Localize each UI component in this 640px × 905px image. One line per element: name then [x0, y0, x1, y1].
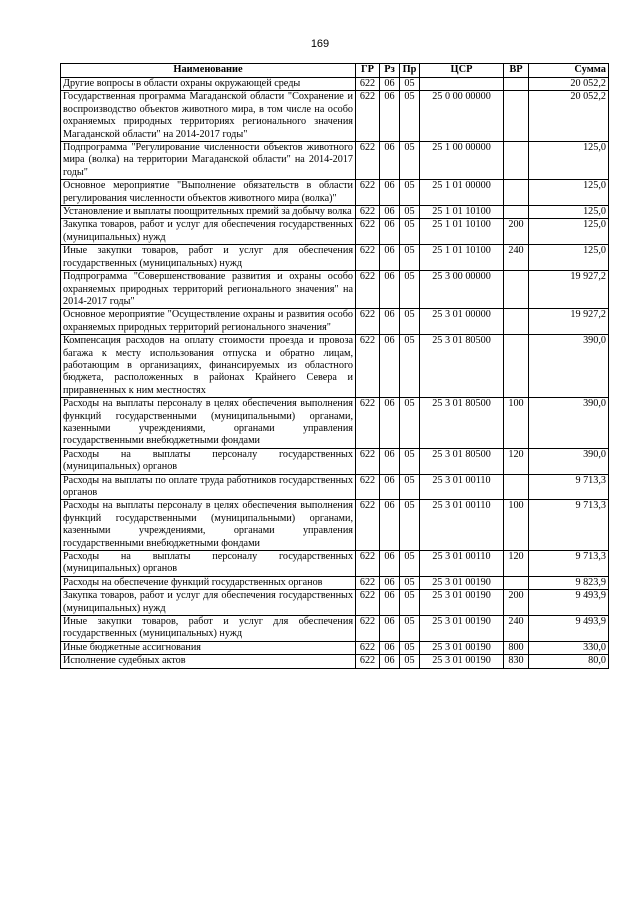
- cell-pr: 05: [400, 271, 420, 309]
- cell-csr: 25 3 01 80500: [420, 398, 504, 449]
- cell-csr: 25 1 01 10100: [420, 206, 504, 219]
- cell-name: Основное мероприятие "Осуществление охраны и развития особо охраняемых природных территорий регионального значения": [61, 309, 356, 335]
- cell-gr: 622: [356, 219, 380, 245]
- table-row: [61, 474, 609, 500]
- cell-gr: 622: [356, 78, 380, 91]
- cell-sum: 19 927,2: [529, 309, 609, 335]
- cell-name: Закупка товаров, работ и услуг для обеспечения государственных (муниципальных) нужд: [61, 219, 356, 245]
- table-row: [61, 245, 609, 271]
- cell-pr: 05: [400, 576, 420, 589]
- cell-sum: 80,0: [529, 655, 609, 668]
- cell-vr: [504, 474, 529, 500]
- cell-vr: 240: [504, 245, 529, 271]
- cell-vr: 200: [504, 219, 529, 245]
- cell-csr: 25 3 01 80500: [420, 448, 504, 474]
- cell-gr: 622: [356, 474, 380, 500]
- table-row: [61, 500, 609, 551]
- cell-pr: 05: [400, 335, 420, 398]
- table-row: [61, 180, 609, 206]
- cell-rz: 06: [380, 335, 400, 398]
- cell-rz: 06: [380, 500, 400, 551]
- table-row: [61, 641, 609, 654]
- cell-rz: 06: [380, 309, 400, 335]
- cell-pr: 05: [400, 616, 420, 642]
- cell-sum: 9 823,9: [529, 576, 609, 589]
- cell-name: Другие вопросы в области охраны окружающей среды: [61, 78, 356, 91]
- cell-sum: 330,0: [529, 641, 609, 654]
- table-row: [61, 219, 609, 245]
- cell-sum: 390,0: [529, 335, 609, 398]
- cell-vr: [504, 180, 529, 206]
- cell-gr: 622: [356, 551, 380, 577]
- cell-csr: 25 3 01 00110: [420, 500, 504, 551]
- table-body: [61, 78, 609, 669]
- cell-rz: 06: [380, 590, 400, 616]
- table-row: [61, 91, 609, 142]
- cell-rz: 06: [380, 180, 400, 206]
- header-vr: ВР: [504, 64, 529, 78]
- cell-vr: [504, 78, 529, 91]
- cell-rz: 06: [380, 616, 400, 642]
- cell-rz: 06: [380, 576, 400, 589]
- cell-gr: 622: [356, 448, 380, 474]
- cell-rz: 06: [380, 474, 400, 500]
- cell-pr: 05: [400, 219, 420, 245]
- cell-pr: 05: [400, 551, 420, 577]
- cell-sum: 390,0: [529, 448, 609, 474]
- header-csr: ЦСР: [420, 64, 504, 78]
- cell-vr: [504, 206, 529, 219]
- table-row: [61, 206, 609, 219]
- cell-gr: 622: [356, 500, 380, 551]
- header-gr: ГР: [356, 64, 380, 78]
- cell-gr: 622: [356, 576, 380, 589]
- table-row: [61, 448, 609, 474]
- cell-csr: 25 3 01 00110: [420, 474, 504, 500]
- cell-gr: 622: [356, 206, 380, 219]
- cell-sum: 125,0: [529, 180, 609, 206]
- cell-name: Государственная программа Магаданской области "Сохранение и воспроизводство объектов животного мира, в том числе на особо охраняемых природных территориях регионального значения Магаданской области" на 2014-2017 годы": [61, 91, 356, 142]
- cell-name: Иные закупки товаров, работ и услуг для обеспечения государственных (муниципальных) нужд: [61, 245, 356, 271]
- cell-rz: 06: [380, 245, 400, 271]
- cell-gr: 622: [356, 91, 380, 142]
- table-row: [61, 142, 609, 180]
- cell-sum: 125,0: [529, 206, 609, 219]
- cell-vr: 800: [504, 641, 529, 654]
- cell-csr: 25 3 01 00190: [420, 616, 504, 642]
- cell-pr: 05: [400, 180, 420, 206]
- cell-rz: 06: [380, 641, 400, 654]
- cell-vr: 120: [504, 551, 529, 577]
- cell-pr: 05: [400, 448, 420, 474]
- cell-vr: 830: [504, 655, 529, 668]
- cell-vr: [504, 91, 529, 142]
- cell-vr: [504, 335, 529, 398]
- table-row: [61, 616, 609, 642]
- cell-pr: 05: [400, 500, 420, 551]
- cell-sum: 9 713,3: [529, 500, 609, 551]
- cell-name: Расходы на выплаты персоналу в целях обеспечения выполнения функций государственными (муниципальными) органами, казенными учреждениями, органами управления государственными внебюджетными фондами: [61, 398, 356, 449]
- table-row: [61, 398, 609, 449]
- cell-pr: 05: [400, 206, 420, 219]
- cell-pr: 05: [400, 309, 420, 335]
- cell-rz: 06: [380, 655, 400, 668]
- cell-name: Установление и выплаты поощрительных премий за добычу волка: [61, 206, 356, 219]
- cell-name: Основное мероприятие "Выполнение обязательств в области регулирования численности объектов животного мира (волка)": [61, 180, 356, 206]
- cell-vr: 100: [504, 398, 529, 449]
- cell-name: Исполнение судебных актов: [61, 655, 356, 668]
- cell-csr: 25 3 00 00000: [420, 271, 504, 309]
- cell-name: Расходы на выплаты персоналу в целях обеспечения выполнения функций государственными (муниципальными) органами, казенными учреждениями, органами управления государственными внебюджетными фондами: [61, 500, 356, 551]
- cell-pr: 05: [400, 91, 420, 142]
- cell-rz: 06: [380, 448, 400, 474]
- table-row: [61, 335, 609, 398]
- cell-vr: [504, 271, 529, 309]
- cell-csr: 25 1 01 10100: [420, 219, 504, 245]
- cell-gr: 622: [356, 180, 380, 206]
- cell-gr: 622: [356, 309, 380, 335]
- cell-name: Расходы на выплаты персоналу государственных (муниципальных) органов: [61, 551, 356, 577]
- cell-vr: 120: [504, 448, 529, 474]
- cell-vr: 240: [504, 616, 529, 642]
- cell-gr: 622: [356, 616, 380, 642]
- cell-rz: 06: [380, 398, 400, 449]
- cell-sum: 20 052,2: [529, 91, 609, 142]
- page-number: 169: [310, 38, 330, 50]
- cell-pr: 05: [400, 245, 420, 271]
- cell-gr: 622: [356, 335, 380, 398]
- cell-pr: 05: [400, 590, 420, 616]
- cell-pr: 05: [400, 398, 420, 449]
- table-header-row: [61, 64, 609, 78]
- cell-sum: 9 493,9: [529, 616, 609, 642]
- cell-sum: 20 052,2: [529, 78, 609, 91]
- cell-rz: 06: [380, 206, 400, 219]
- cell-name: Иные бюджетные ассигнования: [61, 641, 356, 654]
- cell-sum: 9 493,9: [529, 590, 609, 616]
- cell-sum: 125,0: [529, 142, 609, 180]
- cell-csr: 25 3 01 00190: [420, 576, 504, 589]
- cell-rz: 06: [380, 78, 400, 91]
- cell-gr: 622: [356, 641, 380, 654]
- table-row: [61, 309, 609, 335]
- cell-csr: 25 3 01 00190: [420, 590, 504, 616]
- cell-rz: 06: [380, 551, 400, 577]
- cell-csr: 25 3 01 00190: [420, 641, 504, 654]
- cell-sum: 125,0: [529, 219, 609, 245]
- cell-sum: 390,0: [529, 398, 609, 449]
- cell-sum: 125,0: [529, 245, 609, 271]
- header-name: Наименование: [61, 64, 356, 78]
- cell-csr: 25 3 01 00000: [420, 309, 504, 335]
- cell-sum: 9 713,3: [529, 551, 609, 577]
- table-row: [61, 551, 609, 577]
- cell-pr: 05: [400, 142, 420, 180]
- header-pr: Пр: [400, 64, 420, 78]
- cell-rz: 06: [380, 219, 400, 245]
- cell-gr: 622: [356, 398, 380, 449]
- cell-vr: [504, 142, 529, 180]
- cell-pr: 05: [400, 474, 420, 500]
- table-row: [61, 576, 609, 589]
- cell-csr: 25 1 00 00000: [420, 142, 504, 180]
- cell-gr: 622: [356, 655, 380, 668]
- table-row: [61, 78, 609, 91]
- cell-vr: 100: [504, 500, 529, 551]
- cell-pr: 05: [400, 78, 420, 91]
- cell-pr: 05: [400, 655, 420, 668]
- cell-gr: 622: [356, 271, 380, 309]
- cell-vr: [504, 309, 529, 335]
- cell-vr: [504, 576, 529, 589]
- cell-sum: 9 713,3: [529, 474, 609, 500]
- header-sum: Сумма: [529, 64, 609, 78]
- cell-name: Расходы на выплаты персоналу государственных (муниципальных) органов: [61, 448, 356, 474]
- cell-csr: 25 3 01 00110: [420, 551, 504, 577]
- cell-rz: 06: [380, 142, 400, 180]
- table-row: [61, 590, 609, 616]
- cell-vr: 200: [504, 590, 529, 616]
- cell-name: Закупка товаров, работ и услуг для обеспечения государственных (муниципальных) нужд: [61, 590, 356, 616]
- cell-csr: 25 1 01 10100: [420, 245, 504, 271]
- cell-name: Расходы на обеспечение функций государственных органов: [61, 576, 356, 589]
- cell-gr: 622: [356, 245, 380, 271]
- cell-sum: 19 927,2: [529, 271, 609, 309]
- cell-name: Расходы на выплаты по оплате труда работников государственных органов: [61, 474, 356, 500]
- cell-csr: 25 3 01 00190: [420, 655, 504, 668]
- cell-name: Подпрограмма "Регулирование численности объектов животного мира (волка) на территории Магаданской области" на 2014-2017 годы": [61, 142, 356, 180]
- cell-name: Подпрограмма "Совершенствование развития и охраны особо охраняемых природных территорий регионального значения" на 2014-2017 годы": [61, 271, 356, 309]
- cell-csr: 25 0 00 00000: [420, 91, 504, 142]
- budget-table: [60, 63, 609, 669]
- cell-gr: 622: [356, 590, 380, 616]
- header-rz: Рз: [380, 64, 400, 78]
- cell-gr: 622: [356, 142, 380, 180]
- table-row: [61, 655, 609, 668]
- cell-name: Компенсация расходов на оплату стоимости проезда и провоза багажа к месту использования отпуска и обратно лицам, работающим в организациях, финансируемых из областного бюджета, расположенных в районах Крайнего Севера и приравненных к ним местностях: [61, 335, 356, 398]
- cell-csr: 25 1 01 00000: [420, 180, 504, 206]
- cell-csr: 25 3 01 80500: [420, 335, 504, 398]
- cell-name: Иные закупки товаров, работ и услуг для обеспечения государственных (муниципальных) нужд: [61, 616, 356, 642]
- cell-rz: 06: [380, 271, 400, 309]
- table-row: [61, 271, 609, 309]
- cell-rz: 06: [380, 91, 400, 142]
- cell-csr: [420, 78, 504, 91]
- cell-pr: 05: [400, 641, 420, 654]
